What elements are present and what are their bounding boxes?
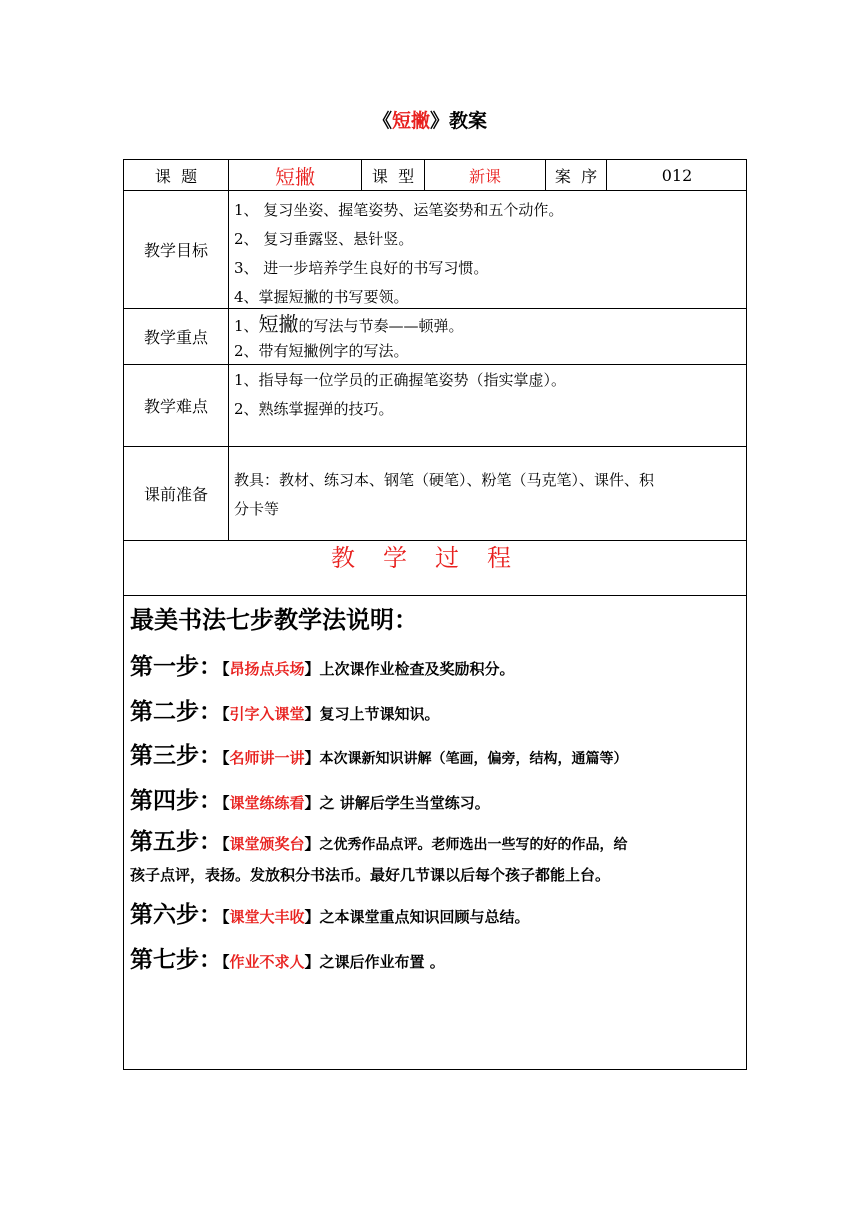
order-value: 012 bbox=[661, 165, 693, 185]
goal-item: 3、 进一步培养学生良好的书写习惯。 bbox=[234, 259, 489, 277]
prep-label: 课前准备 bbox=[143, 485, 208, 504]
order-label: 案 序 bbox=[554, 166, 598, 186]
focus-item: 2、带有短撇例字的写法。 bbox=[234, 342, 409, 360]
page-title: 《短撇》教案 bbox=[372, 110, 488, 132]
step-6: 第六步：【课堂大丰收】之本课堂重点知识回顾与总结。 bbox=[130, 902, 530, 928]
step-4: 第四步：【课堂练练看】之 讲解后学生当堂练习。 bbox=[130, 788, 490, 814]
difficulty-item: 1、指导每一位学员的正确握笔姿势（指实掌虚）。 bbox=[234, 371, 567, 389]
course-label: 课 题 bbox=[154, 166, 198, 186]
goals-list bbox=[234, 196, 742, 312]
type-label: 课 型 bbox=[371, 166, 415, 186]
goal-item: 2、 复习垂露竖、悬针竖。 bbox=[234, 230, 414, 248]
title-topic: 短撇 bbox=[391, 110, 430, 132]
process-title: 教学过程 bbox=[331, 544, 539, 572]
prep-text: 教具：教材、练习本、钢笔（硬笔）、粉笔（马克笔）、课件、积 分卡等 bbox=[234, 471, 655, 518]
goals-label: 教学目标 bbox=[143, 241, 208, 260]
focus-label: 教学重点 bbox=[143, 328, 208, 347]
method-heading: 最美书法七步教学法说明： bbox=[130, 606, 418, 634]
focus-item: 1、短撇的写法与节奏——顿弹。 bbox=[234, 312, 464, 336]
step-3: 第三步：【名师讲一讲】本次课新知识讲解（笔画，偏旁，结构，通篇等） bbox=[130, 743, 628, 769]
step-2: 第二步：【引字入课堂】复习上节课知识。 bbox=[130, 699, 440, 725]
goal-item: 4、掌握短撇的书写要领。 bbox=[234, 288, 409, 306]
focus-list bbox=[234, 310, 742, 366]
course-value: 短撇 bbox=[275, 164, 315, 189]
difficulty-list bbox=[234, 366, 742, 424]
step-1: 第一步：【昂扬点兵场】上次课作业检查及奖励积分。 bbox=[130, 654, 515, 680]
type-value: 新课 bbox=[468, 166, 501, 186]
goal-item: 1、 复习坐姿、握笔姿势、运笔姿势和五个动作。 bbox=[234, 201, 564, 219]
difficulty-item: 2、熟练掌握弹的技巧。 bbox=[234, 400, 394, 418]
step-7: 第七步：【作业不求人】之课后作业布置 。 bbox=[130, 947, 445, 973]
difficulty-label: 教学难点 bbox=[143, 397, 208, 416]
step-5: 第五步：【课堂颁奖台】之优秀作品点评。老师选出一些写的好的作品，给 孩子点评，表扬。发放积分书法币。最好几节课以后每个孩子都能上台。 bbox=[130, 829, 628, 884]
